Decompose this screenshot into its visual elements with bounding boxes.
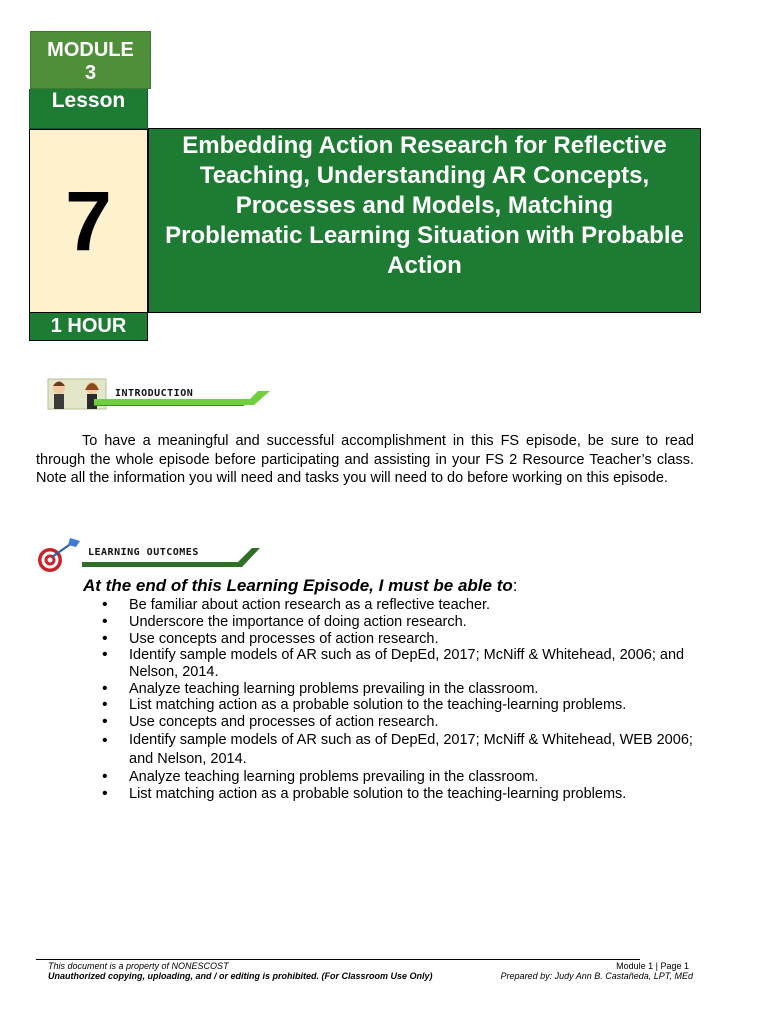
list-item: • Analyze teaching learning problems prevailing in the classroom.	[102, 769, 702, 786]
outcomes-lead-colon: :	[512, 576, 518, 595]
lesson-duration: 1 HOUR	[29, 313, 148, 341]
lesson-title: Embedding Action Research for Reflective Teaching, Understanding AR Concepts, Processes and Models, Matching Problematic Learning Situation with Probable Action	[148, 128, 701, 313]
lesson-number: 7	[29, 129, 148, 313]
module-number: 3	[84, 62, 97, 84]
list-item: • Analyze teaching learning problems prevailing in the classroom.	[102, 681, 702, 698]
learning-outcomes-header	[36, 535, 266, 577]
list-item: • List matching action as a probable solution to the teaching-learning problems.	[102, 697, 702, 714]
outcomes-lead-text: At the end of this Learning Episode, I must be able to	[83, 576, 513, 595]
footer-property: This document is a property of NONESCOST	[48, 961, 229, 971]
target-icon	[36, 535, 82, 577]
learning-outcomes-label: LEARNING OUTCOMES	[88, 547, 199, 558]
module-label: MODULE	[47, 39, 134, 61]
lesson-label: Lesson	[29, 89, 148, 129]
introduction-label: INTRODUCTION	[115, 388, 194, 399]
introduction-header	[46, 376, 276, 414]
list-item: • Identify sample models of AR such as of DepEd, 2017; McNiff & Whitehead, 2006; and Nelson, 2014.	[102, 647, 702, 680]
outcomes-list	[102, 597, 702, 803]
footer-prepared-by: Prepared by: Judy Ann B. Castañeda, LPT, MEd	[500, 971, 693, 981]
list-item: • Identify sample models of AR such as of DepEd, 2017; McNiff & Whitehead, WEB 2006; and Nelson, 2014.	[102, 731, 702, 769]
list-item: • Underscore the importance of doing action research.	[102, 614, 702, 631]
footer-divider	[36, 959, 640, 960]
footer-warning: Unauthorized copying, uploading, and / or editing is prohibited. (For Classroom Use Only)	[48, 971, 433, 981]
list-item: • Be familiar about action research as a reflective teacher.	[102, 597, 702, 614]
introduction-text: To have a meaningful and successful accomplishment in this FS episode, be sure to read through the whole episode before participating and assisting in your FS 2 Resource Teacher’s class. Note all the information you will need and tasks you will need to do before working on this episode.	[36, 433, 694, 486]
module-badge	[30, 31, 151, 89]
outcomes-lead	[83, 576, 518, 596]
introduction-body	[36, 432, 694, 488]
list-item: • List matching action as a probable solution to the teaching-learning problems.	[102, 786, 702, 803]
list-item: • Use concepts and processes of action research.	[102, 631, 702, 648]
list-item: • Use concepts and processes of action research.	[102, 714, 702, 731]
footer-page-number: Module 1 | Page 1	[616, 961, 689, 971]
